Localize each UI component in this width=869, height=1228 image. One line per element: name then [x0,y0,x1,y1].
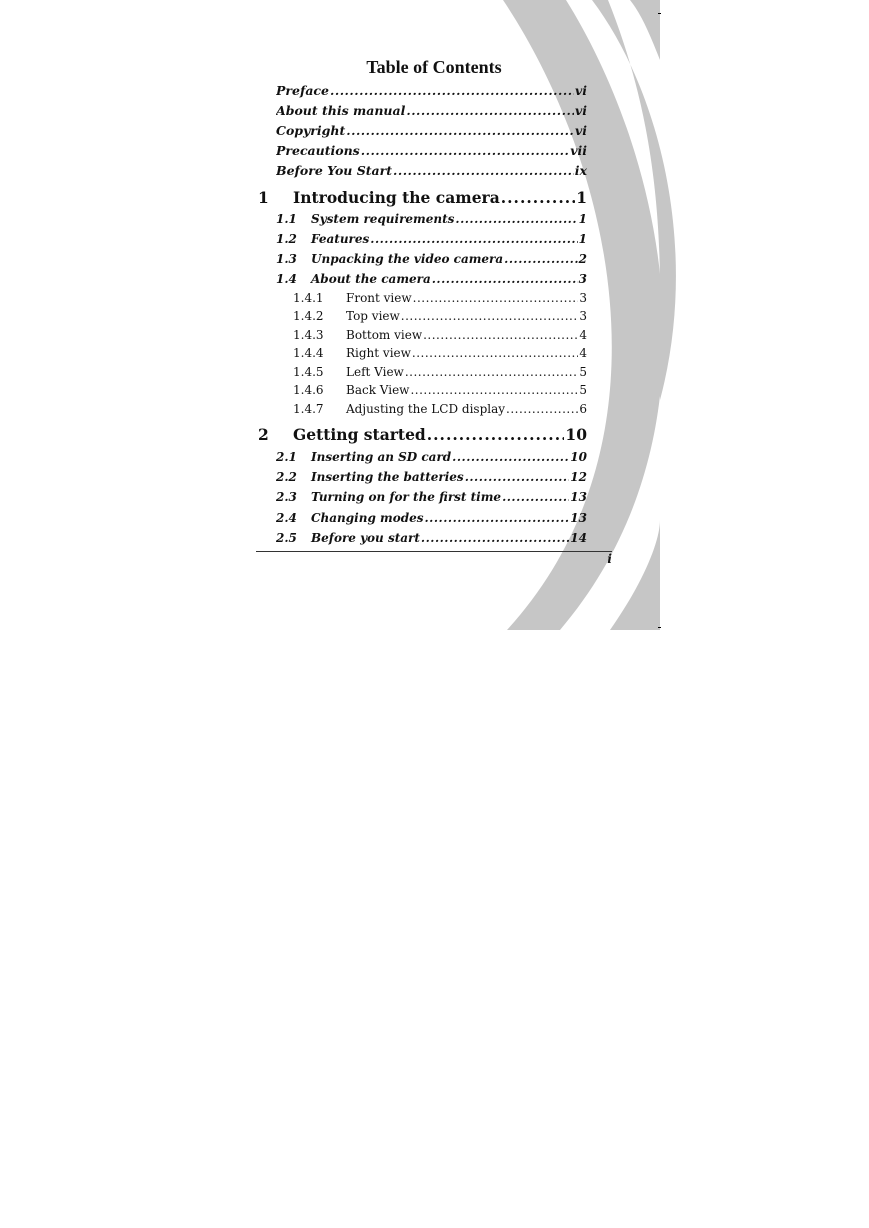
toc-entry-page: 3 [579,291,587,305]
toc-entry-number: 1.4 [276,272,297,286]
toc-entry-number: 1.4.5 [293,365,324,379]
dot-leader [405,365,579,379]
toc-section-2-3[interactable] [276,490,587,504]
toc-subsection-1-4-7[interactable] [293,402,587,416]
toc-entry-label: Turning on for the first time [311,490,502,504]
toc-section-2-1[interactable] [276,450,587,464]
toc-entry-label: Preface [276,83,329,98]
toc-entry-page: 10 [570,450,587,464]
toc-entry-precautions[interactable] [276,143,587,158]
dot-leader [361,143,570,158]
toc-section-1-2[interactable] [276,232,587,246]
toc-entry-number: 1.4.2 [293,309,324,323]
toc-entry-number: 2.2 [276,470,297,484]
toc-entry-number: 1 [258,188,269,207]
toc-entry-label: Before you start [311,531,420,545]
toc-entry-page: 6 [579,402,587,416]
toc-entry-label: Getting started [293,425,426,444]
toc-entry-copyright[interactable] [276,123,587,138]
toc-entry-label: Features [311,232,370,246]
dot-leader [413,291,579,305]
toc-title: Table of Contents [366,57,502,77]
toc-entry-page: 13 [570,490,587,504]
toc-entry-label: Top view [346,309,400,323]
toc-entry-page: 3 [578,272,587,286]
footer-rule [256,551,612,552]
toc-entry-page: 5 [579,365,587,379]
toc-subsection-1-4-2[interactable] [293,309,587,323]
toc-entry-label: Back View [346,383,410,397]
toc-entry-number: 1.4.3 [293,328,324,342]
dot-leader [421,531,569,545]
dot-leader [455,212,577,226]
toc-entry-page: 1 [578,212,587,226]
footer-page-number: i [607,551,612,566]
toc-entry-label: About this manual [276,103,406,118]
toc-section-1-3[interactable] [276,252,587,266]
toc-chapter-1[interactable] [258,188,587,207]
dot-leader [425,511,570,525]
dot-leader [423,328,578,342]
dot-leader [330,83,574,98]
toc-entry-page: 13 [570,511,587,525]
toc-section-2-4[interactable] [276,511,587,525]
toc-entry-number: 2.3 [276,490,297,504]
toc-entry-number: 2.5 [276,531,297,545]
dot-leader [346,123,574,138]
toc-entry-number: 2.4 [276,511,297,525]
toc-entry-label: Inserting the batteries [311,470,464,484]
toc-entry-page: ix [574,163,587,178]
toc-entry-page: 14 [570,531,587,545]
dot-leader [412,346,578,360]
toc-entry-number: 2 [258,425,269,444]
dot-leader [370,232,577,246]
toc-subsection-1-4-4[interactable] [293,346,587,360]
toc-section-2-2[interactable] [276,470,587,484]
dot-leader [502,490,569,504]
dot-leader [393,163,574,178]
toc-entry-label: System requirements [311,212,455,226]
toc-entry-page: vi [574,83,587,98]
toc-subsection-1-4-5[interactable] [293,365,587,379]
toc-entry-label: Changing modes [311,511,424,525]
toc-entry-page: vii [570,143,587,158]
toc-entry-page: vi [574,123,587,138]
toc-entry-page: 4 [579,346,587,360]
toc-entry-label: Left View [346,365,404,379]
crop-mark [658,627,661,628]
dot-leader [465,470,570,484]
toc-entry-label: Inserting an SD card [311,450,452,464]
toc-entry-number: 1.4.6 [293,383,324,397]
dot-leader [406,103,574,118]
toc-entry-number: 1.4.1 [293,291,324,305]
dot-leader [427,425,565,444]
toc-entry-label: Copyright [276,123,346,138]
toc-entry-about-this-manual[interactable] [276,103,587,118]
toc-entry-before-you-start[interactable] [276,163,587,178]
toc-entry-label: Precautions [276,143,360,158]
dot-leader [452,450,569,464]
toc-entry-page: 12 [570,470,587,484]
toc-entry-label: Adjusting the LCD display [346,402,506,416]
toc-entry-label: About the camera [311,272,431,286]
toc-entry-number: 1.1 [276,212,297,226]
crop-mark [658,13,661,14]
toc-section-1-4[interactable] [276,272,587,286]
toc-entry-label: Front view [346,291,412,305]
toc-chapter-2[interactable] [258,425,587,444]
toc-subsection-1-4-6[interactable] [293,383,587,397]
toc-entry-number: 1.4.4 [293,346,324,360]
toc-entry-preface[interactable] [276,83,587,98]
toc-entry-page: 2 [578,252,587,266]
toc-entry-number: 2.1 [276,450,297,464]
toc-entry-label: Introducing the camera [293,188,500,207]
toc-entry-page: 1 [576,188,587,207]
toc-subsection-1-4-3[interactable] [293,328,587,342]
dot-leader [506,402,578,416]
toc-entry-page: 10 [565,425,587,444]
toc-entry-number: 1.2 [276,232,297,246]
toc-entry-number: 1.3 [276,252,297,266]
toc-entry-page: 1 [578,232,587,246]
toc-entry-label: Before You Start [276,163,392,178]
toc-entry-number: 1.4.7 [293,402,324,416]
toc-entry-label: Right view [346,346,411,360]
toc-entry-label: Unpacking the video camera [311,252,504,266]
toc-entry-page: 3 [579,309,587,323]
toc-section-2-5[interactable] [276,531,587,545]
dot-leader [401,309,579,323]
toc-entry-page: 4 [579,328,587,342]
toc-section-1-1[interactable] [276,212,587,226]
toc-entry-page: vi [574,103,587,118]
dot-leader [432,272,578,286]
dot-leader [410,383,578,397]
toc-subsection-1-4-1[interactable] [293,291,587,305]
dot-leader [501,188,575,207]
dot-leader [504,252,577,266]
toc-entry-page: 5 [579,383,587,397]
toc-entry-label: Bottom view [346,328,423,342]
